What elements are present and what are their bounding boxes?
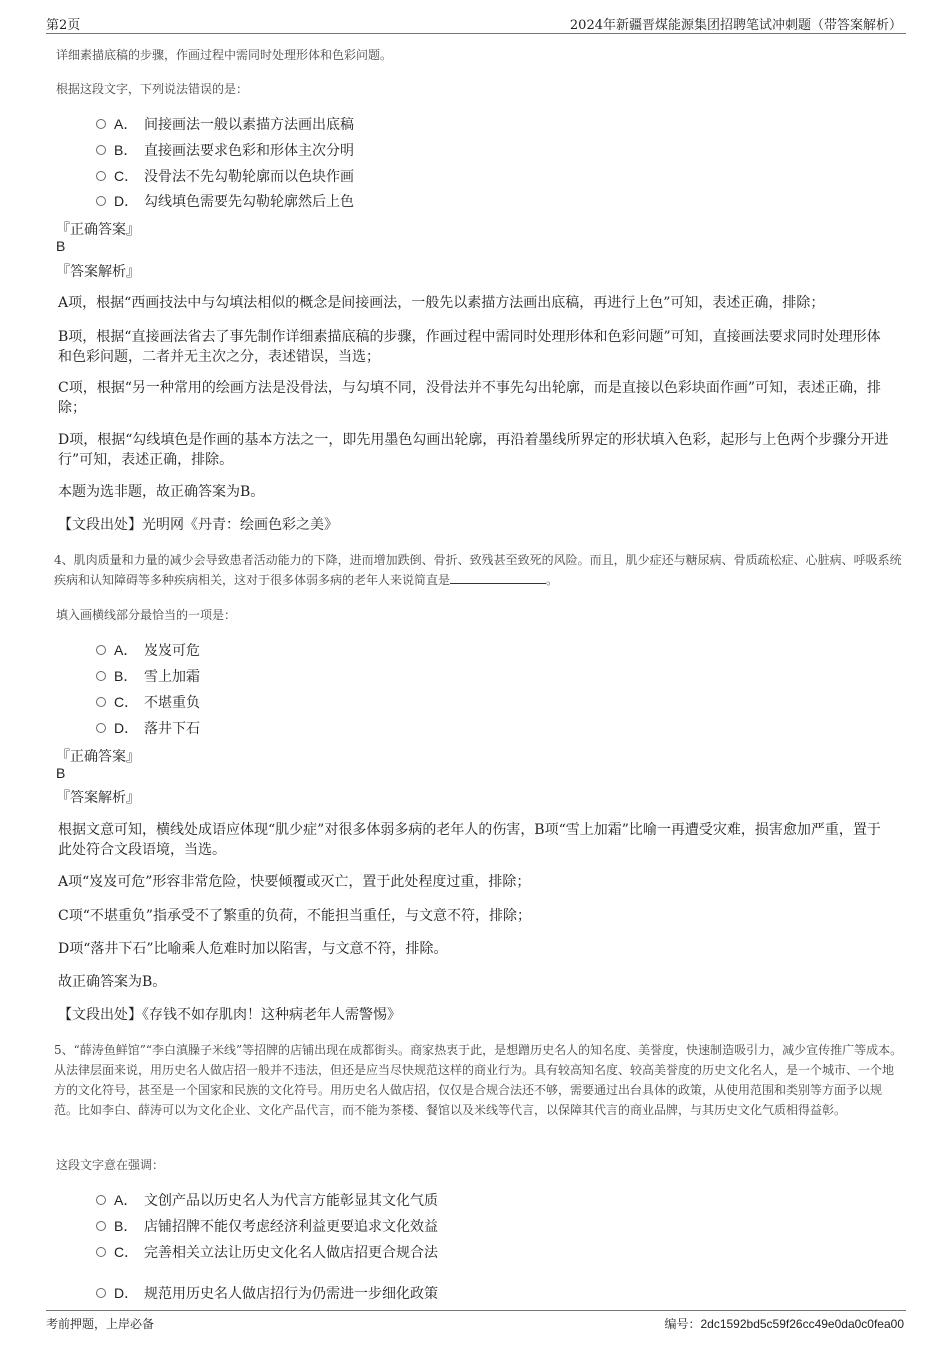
question-5-text: 5、“薛涛鱼鲜馆”“李白滇臊子米线”等招牌的店铺出现在成都街头。商家热衷于此，是想蹭历史名人的知名度、美誉度，快速制造吸引力，减少宣传推广等成本。从法律层面来说，用历史名人做店招一般并不违法，但还是应当尽快规范这样的商业行为。具有较高知名度、较高美誉度的历史文化名人，是一个城市、一个地方的文化符号，甚至是一个国家和民族的文化符号。用历史名人做店招，仅仅是合规合法还不够，需要通过出台具体的政策，从使用范围和类别等方面予以规范。比如李白、薛涛可以为文化企业、文化产品代言，而不能为茶楼、餐馆以及米线等代言，以保障其代言的商业品牌，与其历史文化气质相得益彰。 xyxy=(54,1043,903,1117)
question-4-text: 4、肌肉质量和力量的减少会导致患者活动能力的下降，进而增加跌倒、骨折、致残甚至致死的风险。而且，肌少症还与糖尿病、骨质疏松症、心脏病、呼吸系统疾病和认知障碍等多种疾病相关，这对于很多体弱多病的老年人来说简直是 。 xyxy=(54,553,902,587)
q3-analysis-d: D项，根据“勾线填色是作画的基本方法之一，即先用墨色勾画出轮廓，再沿着墨线所界定的形状填入色彩，起形与上色两个步骤分开进行”可知，表述正确，排除。 xyxy=(58,432,889,468)
answer-blank xyxy=(450,572,546,584)
radio-icon[interactable] xyxy=(96,1247,106,1257)
q5-option-a[interactable]: A． 文创产品以历史名人为代言方能彰显其文化气质 xyxy=(96,1190,438,1212)
q3-analysis-a: A项，根据“西画技法中与勾填法相似的概念是间接画法，一般先以素描方法画出底稿，再进行上色”可知，表述正确，排除； xyxy=(58,295,825,311)
q5-option-b[interactable]: B． 店铺招牌不能仅考虑经济利益更要追求文化效益 xyxy=(96,1216,438,1238)
q4-analysis-c: C项“不堪重负”指承受不了繁重的负荷，不能担当重任，与文意不符，排除； xyxy=(58,908,532,924)
page-header xyxy=(46,12,906,34)
question-3-prompt: 根据这段文字，下列说法错误的是： xyxy=(56,82,249,96)
q4-analysis-d: D项“落井下石”比喻乘人危难时加以陷害，与文意不符，排除。 xyxy=(58,941,448,957)
q4-option-c[interactable]: C． 不堪重负 xyxy=(96,692,200,714)
q3-conclusion: 本题为选非题，故正确答案为B。 xyxy=(58,484,265,500)
q3-analysis-c: C项，根据“另一种常用的绘画方法是没骨法，与勾填不同，没骨法并不事先勾出轮廓，而是直接以色彩块面作画”可知，表述正确，排除； xyxy=(58,380,882,416)
q4-option-d[interactable]: D． 落井下石 xyxy=(96,718,200,740)
radio-icon[interactable] xyxy=(96,697,106,707)
question-4-prompt: 填入画横线部分最恰当的一项是： xyxy=(56,608,237,622)
q3-option-c[interactable]: C． 没骨法不先勾勒轮廓而以色块作画 xyxy=(96,166,354,188)
radio-icon[interactable] xyxy=(96,145,106,155)
q4-answer-label: 『正确答案』 xyxy=(56,749,140,765)
question-5-prompt: 这段文字意在强调： xyxy=(56,1158,165,1172)
radio-icon[interactable] xyxy=(96,1288,106,1298)
q4-option-b[interactable]: B． 雪上加霜 xyxy=(96,666,200,688)
q3-option-b[interactable]: B． 直接画法要求色彩和形体主次分明 xyxy=(96,140,354,162)
q3-answer-label: 『正确答案』 xyxy=(56,222,140,238)
q3-source: 【文段出处】光明网《丹青：绘画色彩之美》 xyxy=(58,517,338,533)
q3-answer: B xyxy=(56,238,66,254)
radio-icon[interactable] xyxy=(96,723,106,733)
q5-option-d[interactable]: D． 规范用历史名人做店招行为仍需进一步细化政策 xyxy=(96,1283,438,1305)
radio-icon[interactable] xyxy=(96,671,106,681)
q4-analysis-main: 根据文意可知，横线处成语应体现“肌少症”对很多体弱多病的老年人的伤害，B项“雪上加霜”比喻一再遭受灾难，损害愈加严重，置于此处符合文段语境，当选。 xyxy=(58,822,881,858)
q3-option-d[interactable]: D． 勾线填色需要先勾勒轮廓然后上色 xyxy=(96,191,354,213)
q4-analysis-a: A项“岌岌可危”形容非常危险，快要倾覆或灭亡，置于此处程度过重，排除； xyxy=(58,874,531,890)
radio-icon[interactable] xyxy=(96,645,106,655)
q4-answer: B xyxy=(56,765,66,781)
document-title: 2024年新疆晋煤能源集团招聘笔试冲刺题（带答案解析） xyxy=(569,18,902,33)
q4-option-a[interactable]: A． 岌岌可危 xyxy=(96,640,200,662)
q4-source: 【文段出处】《存钱不如存肌肉！这种病老年人需警惕》 xyxy=(58,1007,401,1023)
radio-icon[interactable] xyxy=(96,171,106,181)
q4-analysis-label: 『答案解析』 xyxy=(56,790,140,806)
radio-icon[interactable] xyxy=(96,1195,106,1205)
q3-analysis-b: B项，根据“直接画法省去了事先制作详细素描底稿的步骤，作画过程中需同时处理形体和色彩问题”可知，直接画法要求同时处理形体和色彩问题，二者并无主次之分，表述错误，当选； xyxy=(58,329,881,365)
footer-slogan: 考前押题，上岸必备 xyxy=(46,1317,155,1331)
radio-icon[interactable] xyxy=(96,1221,106,1231)
q3-option-a[interactable]: A． 间接画法一般以素描方法画出底稿 xyxy=(96,114,354,136)
page-number: 第2页 xyxy=(46,18,81,33)
page-footer xyxy=(46,1310,906,1334)
q4-conclusion: 故正确答案为B。 xyxy=(58,974,167,990)
q3-analysis-label: 『答案解析』 xyxy=(56,264,140,280)
q5-option-c[interactable]: C． 完善相关立法让历史文化名人做店招更合规合法 xyxy=(96,1242,438,1264)
document-code: 编号：2dc1592bd5c59f26cc49e0da0c0fea00 xyxy=(664,1317,904,1331)
radio-icon[interactable] xyxy=(96,196,106,206)
question-3-text-tail: 详细素描底稿的步骤，作画过程中需同时处理形体和色彩问题。 xyxy=(56,48,393,62)
radio-icon[interactable] xyxy=(96,119,106,129)
